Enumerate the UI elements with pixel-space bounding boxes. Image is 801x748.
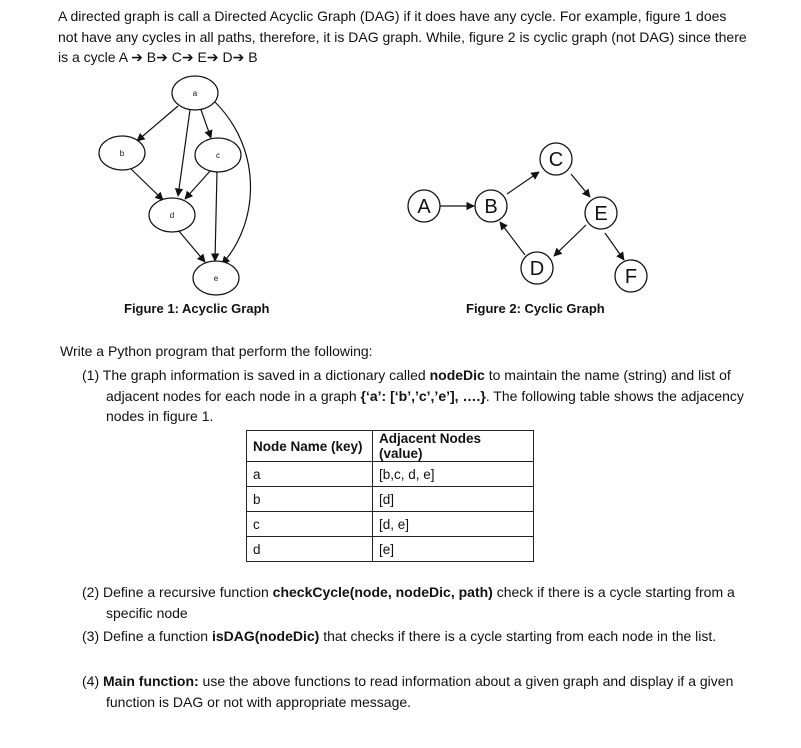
adjacency-table xyxy=(246,430,534,562)
cycle-node-d: D xyxy=(222,49,233,65)
cycle-node-b1: B xyxy=(146,49,157,65)
arrow-icon: ➔ xyxy=(156,49,168,65)
arrow-icon: ➔ xyxy=(232,49,245,65)
table-cell-key: a xyxy=(247,462,373,487)
node-E-label: E xyxy=(594,203,608,225)
arrow-icon: ➔ xyxy=(131,49,143,65)
table-cell-value: [e] xyxy=(373,537,534,562)
item-text: . The following table shows the adjacency nodes in figure 1. xyxy=(106,387,744,424)
edge-D-B xyxy=(500,222,525,255)
edge-a-c xyxy=(200,107,211,138)
figure2-caption: Figure 2: Cyclic Graph xyxy=(466,301,605,316)
task-item-3 xyxy=(82,626,766,647)
item-number: (2) xyxy=(82,584,100,600)
item-text: check if there is a cycle starting from a specific node xyxy=(106,584,735,621)
node-B-label: B xyxy=(484,196,498,218)
table-row xyxy=(247,487,534,512)
item-text: The graph information is saved in a dictionary called xyxy=(99,367,430,383)
figure1-caption: Figure 1: Acyclic Graph xyxy=(124,301,270,316)
table-cell-key: b xyxy=(247,487,373,512)
table-row xyxy=(247,512,534,537)
edge-c-d xyxy=(185,170,211,199)
table-header-row xyxy=(247,431,534,462)
table-row xyxy=(247,537,534,562)
cycle-node-b2: B xyxy=(248,49,258,65)
edge-c-e xyxy=(215,171,217,261)
intro-text: A directed graph is call a Directed Acyclic Graph (DAG) if it does have any cycle. For example, figure 1 does not have any cycles in all paths, therefore, it is DAG graph. While, figure 2 is cyclic graph (not DAG) since there is a cycle A xyxy=(58,8,747,65)
node-D-label: D xyxy=(529,258,545,280)
cycle-node-e: E xyxy=(197,49,207,65)
node-b-label: b xyxy=(119,149,125,158)
item-bold: {‘a’: [‘b’,’c’,’e’], ….} xyxy=(360,387,486,404)
node-F-label: F xyxy=(624,266,638,288)
table-cell-key: d xyxy=(247,537,373,562)
item-bold: isDAG(nodeDic) xyxy=(211,628,320,644)
item-number: (4) xyxy=(82,673,100,689)
table-header-key: Node Name (key) xyxy=(247,431,373,462)
task-intro: Write a Python program that perform the following: xyxy=(60,343,373,359)
item-text: use the above functions to read information about a given graph and display if a given function is DAG or not with appropriate message. xyxy=(106,673,734,710)
item-text: Define a function xyxy=(99,628,212,644)
task-item-1 xyxy=(82,365,766,427)
table-cell-value: [d] xyxy=(373,487,534,512)
item-bold: checkCycle(node, nodeDic, path) xyxy=(272,584,493,600)
table-cell-value: [d, e] xyxy=(373,512,534,537)
intro-paragraph xyxy=(58,6,748,68)
node-A-label: A xyxy=(417,196,431,218)
item-text: Define a recursive function xyxy=(99,584,273,600)
table-cell-key: c xyxy=(247,512,373,537)
edge-C-E xyxy=(571,174,590,197)
node-c-label: c xyxy=(216,151,220,160)
item-text: that checks if there is a cycle starting from each node in the list. xyxy=(319,628,717,644)
item-text: to maintain the name (string) and list of adjacent nodes for each node in a graph xyxy=(106,367,731,404)
edge-b-d xyxy=(129,167,163,200)
edge-a-d xyxy=(178,110,190,196)
item-number: (1) xyxy=(82,367,100,383)
item-bold: nodeDic xyxy=(429,367,485,383)
table-row xyxy=(247,462,534,487)
table-cell-value: [b,c, d, e] xyxy=(373,462,534,487)
edge-a-b xyxy=(137,106,178,141)
edge-B-C xyxy=(507,172,539,194)
table-header-value: Adjacent Nodes (value) xyxy=(373,431,534,462)
edge-d-e xyxy=(178,230,205,262)
node-e-label: e xyxy=(213,274,219,283)
node-C-label: C xyxy=(548,149,564,171)
figure1-graph xyxy=(90,72,290,304)
node-a-label: a xyxy=(192,89,198,98)
task-item-4 xyxy=(82,671,766,712)
task-item-2 xyxy=(82,582,766,623)
edge-E-D xyxy=(554,225,586,256)
item-bold: Main function: xyxy=(103,673,199,689)
arrow-icon: ➔ xyxy=(206,49,219,65)
edge-E-F xyxy=(605,233,624,260)
arrow-icon: ➔ xyxy=(181,49,194,65)
figure2-graph xyxy=(390,140,660,300)
edge-a-e xyxy=(213,100,251,264)
cycle-node-c: C xyxy=(171,49,182,65)
item-number: (3) xyxy=(82,628,100,644)
node-d-label: d xyxy=(169,211,175,220)
